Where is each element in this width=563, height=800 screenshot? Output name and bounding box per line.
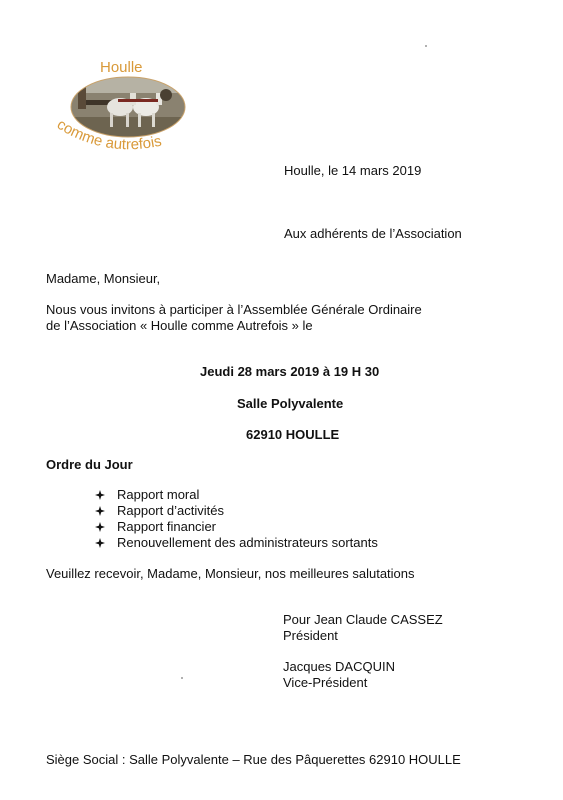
footer-address: Siège Social : Salle Polyvalente – Rue des Pâquerettes 62910 HOULLE [46, 752, 461, 767]
signature-2-name: Jacques DACQUIN [283, 659, 395, 674]
agenda-item-label: Rapport financier [117, 519, 216, 534]
agenda-item-label: Renouvellement des administrateurs sortants [117, 535, 378, 550]
list-item [95, 487, 378, 503]
agenda-title: Ordre du Jour [46, 457, 133, 472]
agenda-item-label: Rapport d’activités [117, 503, 224, 518]
closing-line: Veuillez recevoir, Madame, Monsieur, nos meilleures salutations [46, 566, 415, 581]
date-line: Houlle, le 14 mars 2019 [284, 163, 422, 178]
event-venue: Salle Polyvalente [237, 396, 344, 411]
list-item [95, 535, 378, 551]
intro-line-2: de l’Association « Houlle comme Autrefois » le [46, 318, 313, 333]
scan-speck [425, 45, 427, 47]
diamond-bullet-icon [95, 522, 105, 532]
salutation: Madame, Monsieur, [46, 271, 161, 286]
event-city: 62910 HOULLE [246, 427, 340, 442]
signature-2-title: Vice-Président [283, 675, 368, 690]
agenda-item-label: Rapport moral [117, 487, 200, 502]
signature-1-title: Président [283, 628, 338, 643]
agenda-list [95, 487, 378, 551]
list-item [95, 519, 378, 535]
association-logo [48, 55, 198, 170]
diamond-bullet-icon [95, 490, 105, 500]
diamond-bullet-icon [95, 506, 105, 516]
logo-top-text: Houlle [100, 59, 143, 76]
list-item [95, 503, 378, 519]
diamond-bullet-icon [95, 538, 105, 548]
intro-line-1: Nous vous invitons à participer à l’Assemblée Générale Ordinaire [46, 302, 422, 317]
recipient-line: Aux adhérents de l’Association [284, 226, 462, 241]
logo-bottom-text: comme autrefois [53, 115, 164, 154]
signature-1-name: Pour Jean Claude CASSEZ [283, 612, 443, 627]
event-date: Jeudi 28 mars 2019 à 19 H 30 [200, 364, 380, 379]
scan-speck [181, 677, 183, 679]
